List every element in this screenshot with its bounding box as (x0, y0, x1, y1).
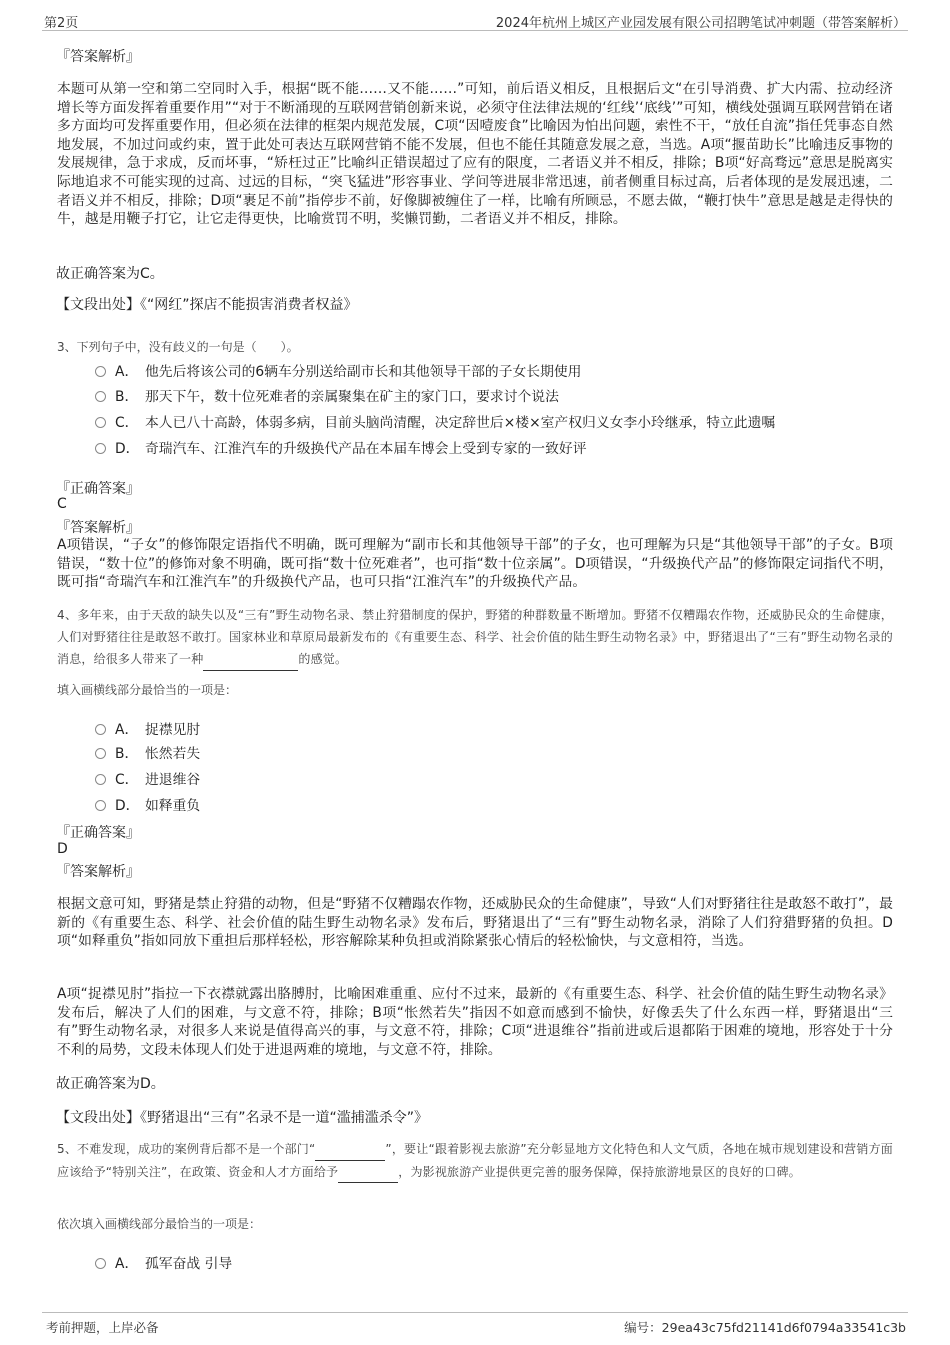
q2-analysis-text: 本题可从第一空和第二空同时入手，根据“既不能……又不能……”可知，前后语义相反，且根据后文“在引导消费、扩大内需、拉动经济增长等方面发挥着重要作用”“对于不断涌现的互联网营销创新来说，必须守住法律法规的‘红线’‘底线’”可知，横线处强调互联网营销在诸多方面均可发挥重要作用，但必须在法律的框架内规范发展，C项“因噎废食”比喻因为怕出问题，索性不干，“放任自流”指任凭事态自然地发展，不加过问或约束，置于此处可表达互联网营销不能不发展，但也不能任其随意发展之意，当选。A项“揠苗助长”比喻违反事物的发展规律，急于求成，反而坏事，“矫枉过正”比喻纠正错误超过了应有的限度，二者语义并不相反，排除；B项“好高骛远”意思是脱离实际地追求不可能实现的过高、过远的目标，“突飞猛进”形容事业、学问等进展非常迅速，前者侧重目标过高，后者体现的是发展迅速，二者语义并不相反，排除；D项“裹足不前”指停步不前，好像脚被缠住了一样，比喻有所顾忌，不愿去做，“鞭打快牛”意思是越是走得快的牛，越是用鞭子打它，让它走得更快，比喻赏罚不明，奖懒罚勤，二者语义并不相反，排除。 (57, 81, 893, 228)
option-text: 捉襟见肘 (145, 722, 201, 738)
option-letter: B． (115, 746, 139, 762)
q4-analysis-p2: A项“捉襟见肘”指拉一下衣襟就露出胳膊肘，比喻困难重重、应付不过来，最新的《有重要生态、科学、社会价值的陆生野生动物名录》发布后，解决了人们的困难，与文意不符，排除；B项“怅然若失”指因不如意而感到不愉快，好像丢失了什么东西一样，野猪退出“三有”野生动物名录，对很多人来说是值得高兴的事，与文意不符，排除；C项“进退维谷”指前进或后退都陷于困难的境地，形容处于十分不利的局势，文段未体现人们处于进退两难的境地，与文意不符，排除。 (57, 986, 893, 1058)
option-text: 那天下午，数十位死难者的亲属聚集在矿主的家门口，要求讨个说法 (145, 389, 559, 405)
q3-stem: 3、下列句子中，没有歧义的一句是（ ）。 (57, 340, 299, 354)
q3-correct-label: 『正确答案』 (56, 481, 140, 497)
q5-option-a[interactable] (95, 1252, 232, 1272)
option-letter: A． (115, 364, 139, 380)
q4-analysis-p1: 根据文意可知，野猪是禁止狩猎的动物，但是“野猪不仅糟蹋农作物，还威胁民众的生命健康”，导致“人们对野猪往往是敢怒不敢打”，最新的《有重要生态、科学、社会价值的陆生野生动物名录》发布后，野猪退出了“三有”野生动物名录，消除了人们狩猎野猪的负担。D项“如释重负”指如同放下重担后那样轻松，形容解除某种负担或消除紧张心情后的轻松愉快，与文意相符，当选。 (57, 896, 893, 950)
radio-icon[interactable] (95, 774, 106, 785)
q3-option-a[interactable] (95, 360, 581, 380)
option-letter: D． (115, 798, 140, 814)
option-letter: B． (115, 389, 139, 405)
footer-slogan: 考前押题，上岸必备 (46, 1320, 159, 1335)
q4-correct-label: 『正确答案』 (56, 825, 140, 841)
option-letter: A． (115, 722, 139, 738)
radio-icon[interactable] (95, 391, 106, 402)
page-header (42, 10, 908, 31)
q4-correct-answer: D (57, 841, 68, 857)
option-text: 如释重负 (145, 798, 201, 814)
q2-conclusion: 故正确答案为C。 (56, 266, 164, 282)
option-text: 本人已八十高龄，体弱多病，目前头脑尚清醒，决定辞世后×楼×室产权归义女李小玲继承，特立此遗嘱 (145, 415, 776, 431)
radio-icon[interactable] (95, 724, 106, 735)
q4-analysis-label: 『答案解析』 (56, 864, 140, 880)
q4-option-c[interactable] (95, 768, 200, 788)
option-text: 怅然若失 (145, 746, 201, 762)
q5-stem-part: ，为影视旅游产业提供更完善的服务保障，保持旅游地景区的 (398, 1164, 728, 1179)
q4-option-a[interactable] (95, 718, 200, 738)
q4-option-d[interactable] (95, 794, 200, 814)
page-footer (42, 1312, 908, 1337)
q5-stem-part: ”，要让“跟着影视去旅游”充分彰显地方文化特色和人文气质，各地在城市规划 (385, 1142, 808, 1156)
radio-icon[interactable] (95, 443, 106, 454)
radio-icon[interactable] (95, 800, 106, 811)
q4-source: 【文段出处】《野猪退出“三有”名录不是一道“滥捕滥杀令”》 (56, 1110, 429, 1126)
option-letter: C． (115, 772, 139, 788)
q4-option-b[interactable] (95, 742, 200, 762)
q5-stem-part: 建设和营销方面应该给予“特别关注”，在政策、资金和人才方面给予 (57, 1142, 893, 1179)
q4-stem-before: 4、多年来，由于天敌的缺失以及“三有”野生动物名录、禁止狩猎制度的保护，野猪的种群数量不断增加。野猪不仅糟蹋农作物，还威胁民众的生命健康，人们对野猪往往是敢怒不敢打。国家林业和草原局最新发布的《有重要生态、科学、社会价值的陆生野生动物名录》中，野猪退出了“三有”野生动物名录的消息，给很多人带来了一种 (57, 608, 893, 666)
option-text: 进退维谷 (145, 772, 201, 788)
page-number: 第2页 (44, 16, 79, 31)
q3-option-d[interactable] (95, 437, 587, 457)
q4-conclusion: 故正确答案为D。 (56, 1076, 165, 1092)
q3-analysis-text: A项错误，“子女”的修饰限定语指代不明确，既可理解为“副市长和其他领导干部”的子女，也可理解为只是“其他领导干部”的子女。B项错误，“数十位”的修饰对象不明确，既可指“数十位死难者”，也可指“数十位亲属”。D项错误，“升级换代产品”的修饰限定词指代不明，既可指“奇瑞汽车和江淮汽车”的升级换代产品，也可只指“江淮汽车”的升级换代产品。 (57, 537, 893, 591)
fill-blank (338, 1161, 398, 1184)
radio-icon[interactable] (95, 417, 106, 428)
q5-instruction: 依次填入画横线部分最恰当的一项是： (57, 1217, 262, 1231)
q5-stem-part: 良好的口碑。 (727, 1164, 801, 1179)
q3-option-b[interactable] (95, 385, 559, 405)
q3-correct-answer: C (57, 496, 67, 512)
document-title: 2024年杭州上城区产业园发展有限公司招聘笔试冲刺题（带答案解析） (495, 16, 906, 31)
fill-blank (315, 1138, 385, 1161)
option-letter: A． (115, 1256, 139, 1272)
option-text: 他先后将该公司的6辆车分别送给副市长和其他领导干部的子女长期使用 (145, 364, 582, 380)
option-letter: D． (115, 441, 140, 457)
q5-stem (57, 1138, 893, 1183)
q4-stem (57, 605, 893, 671)
footer-serial: 编号：29ea43c75fd21141d6f0794a33541c3b (624, 1320, 906, 1335)
option-text: 孤军奋战 引导 (145, 1256, 233, 1272)
q3-option-c[interactable] (95, 411, 775, 431)
radio-icon[interactable] (95, 1258, 106, 1269)
fill-blank (203, 648, 298, 671)
q2-analysis-label: 『答案解析』 (56, 49, 140, 65)
option-text: 奇瑞汽车、江淮汽车的升级换代产品在本届车博会上受到专家的一致好评 (145, 441, 587, 457)
q3-analysis-label: 『答案解析』 (56, 520, 140, 536)
q4-instruction: 填入画横线部分最恰当的一项是： (57, 683, 238, 697)
radio-icon[interactable] (95, 366, 106, 377)
q2-source: 【文段出处】《“网红”探店不能损害消费者权益》 (56, 297, 358, 313)
option-letter: C． (115, 415, 139, 431)
q4-stem-after: 的感觉。 (298, 652, 348, 666)
q5-stem-part: 5、不难发现，成功的案例背后都不是一个部门“ (57, 1142, 316, 1156)
radio-icon[interactable] (95, 748, 106, 759)
